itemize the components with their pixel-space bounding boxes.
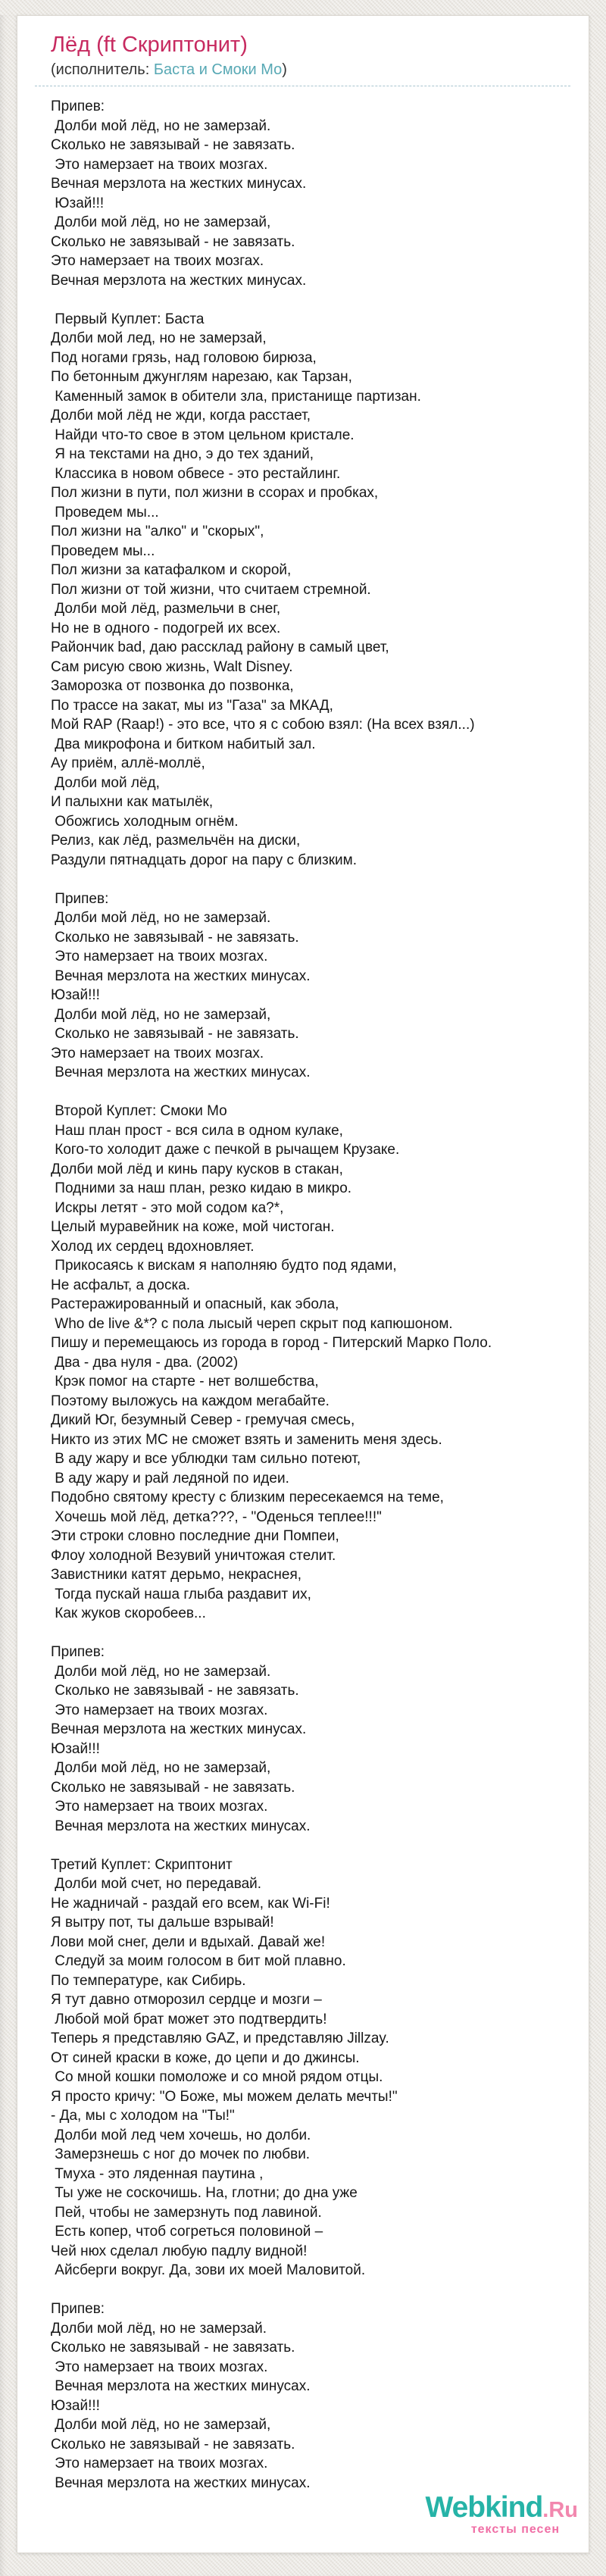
lyric-line: Любой мой брат может это подтвердить! bbox=[51, 2011, 327, 2027]
lyric-line: Хочешь мой лёд, детка???, - "Оденься теплее!!!" bbox=[51, 1508, 382, 1525]
site-logo-tagline: тексты песен bbox=[470, 2523, 560, 2537]
lyric-line: Искры летят - это мой содом ка?*, bbox=[51, 1199, 284, 1216]
lyric-line: Вечная мерзлота на жестких минусах. bbox=[51, 272, 307, 289]
lyric-line: В аду жару и рай ледяной по идеи. bbox=[51, 1470, 289, 1487]
lyric-line: Мой RAP (Raap!) - это все, что я с собою взял: (На всех взял...) bbox=[51, 717, 475, 733]
lyric-line: Вечная мерзлота на жестких минусах. bbox=[51, 2378, 311, 2395]
lyric-line: Сколько не завязывай - не завязать. bbox=[51, 137, 295, 154]
lyric-line: - Да, мы с холодом на "Ты!" bbox=[51, 2108, 235, 2124]
lyric-line: Долби мой лед, но не замерзай, bbox=[51, 330, 267, 347]
lyric-line: Не асфальт, а доска. bbox=[51, 1277, 191, 1293]
lyric-line: Я вытру пот, ты дальше взрывай! bbox=[51, 1915, 274, 1931]
lyric-line: Я тут давно отморозил сердце и мозги – bbox=[51, 1992, 322, 2009]
lyric-line: Холод их сердец вдохновляет. bbox=[51, 1238, 255, 1255]
lyric-line: Эти строки словно последние дни Помпеи, bbox=[51, 1528, 339, 1545]
page-background bbox=[0, 15, 606, 2576]
lyric-line: Долби мой лёд, но не замерзай, bbox=[51, 2417, 271, 2434]
lyric-line: Я просто кричу: "О Боже, мы можем делать мечты!" bbox=[51, 2088, 398, 2105]
lyric-line: Вечная мерзлота на жестких минусах. bbox=[51, 1818, 311, 1834]
lyric-line: Крэк помог на старте - нет волшебства, bbox=[51, 1374, 319, 1390]
lyric-line bbox=[51, 290, 570, 310]
lyric-line: Это намерзает на твоих мозгах. bbox=[51, 253, 264, 270]
artist-link[interactable]: Баста и Смоки Мо bbox=[153, 61, 283, 79]
lyric-line bbox=[51, 1624, 570, 1643]
lyric-line: Вечная мерзлота на жестких минусах. bbox=[51, 2474, 311, 2491]
lyric-line: Пол жизни на "алко" и "скорых", bbox=[51, 524, 264, 540]
lyric-line: Вечная мерзлота на жестких минусах. bbox=[51, 1721, 307, 1738]
site-logo[interactable] bbox=[35, 2493, 578, 2536]
page-title: Лёд (ft Скриптонит) bbox=[51, 33, 248, 57]
lyric-line: Как жуков скоробеев... bbox=[51, 1605, 206, 1622]
lyric-line: Сам рисую свою жизнь, Walt Disney. bbox=[51, 658, 293, 675]
lyric-line: Найди что-то свое в этом цельном кристале. bbox=[51, 427, 355, 443]
lyric-line: Сколько не завязывай - не завязать. bbox=[51, 2340, 295, 2356]
lyric-line: Прикосаясь к вискам я наполняю будто под ядами, bbox=[51, 1258, 397, 1274]
lyric-line: Юзай!!! bbox=[51, 1740, 100, 1757]
lyric-line: Это намерзает на твоих мозгах. bbox=[51, 1799, 268, 1815]
lyric-line: Долби мой лёд, но не замерзай. bbox=[51, 1663, 271, 1680]
lyric-line: Первый Куплет: Баста bbox=[51, 311, 205, 327]
lyric-line: Долби мой лёд и кинь пару кусков в стакан, bbox=[51, 1161, 343, 1177]
lyric-line: Юзай!!! bbox=[51, 987, 100, 1004]
lyric-line: Поэтому выложусь на каждом мегабайте. bbox=[51, 1393, 330, 1409]
lyric-line: Это намерзает на твоих мозгах. bbox=[51, 1045, 264, 1061]
lyric-line: Растеражированный и опасный, как эбола, bbox=[51, 1296, 339, 1313]
lyric-line bbox=[51, 2281, 570, 2300]
lyric-line: Есть копер, чтоб согреться половиной – bbox=[51, 2224, 323, 2240]
lyric-line: Припев: bbox=[51, 98, 105, 115]
lyric-line: Лови мой снег, дели и вдыхай. Давай же! bbox=[51, 1934, 326, 1950]
lyric-line: Пол жизни за катафалком и скорой, bbox=[51, 562, 292, 579]
lyric-line: Заморозка от позвонка до позвонка, bbox=[51, 678, 294, 695]
lyric-line: Припев: bbox=[51, 1644, 105, 1661]
lyric-line: Второй Куплет: Смоки Мо bbox=[51, 1103, 227, 1120]
lyric-line: Пол жизни от той жизни, что считаем стремной. bbox=[51, 581, 371, 598]
lyric-line: Флоу холодной Везувий уничтожая стелит. bbox=[51, 1547, 336, 1564]
lyric-line: Ты уже не соскочишь. На, глотни; до дна уже bbox=[51, 2185, 358, 2202]
lyric-line: Релиз, как лёд, размельчён на диски, bbox=[51, 833, 301, 849]
lyric-line: Дикий Юг, безумный Север - гремучая смесь, bbox=[51, 1412, 355, 1429]
lyric-line: Я на текстами на дно, э до тех зданий, bbox=[51, 446, 314, 463]
lyric-line: Третий Куплет: Скриптонит bbox=[51, 1856, 233, 1873]
lyric-line: Долби мой лёд, но не замерзай. bbox=[51, 910, 271, 927]
lyric-line: Чей нюх сделал любую падлу видной! bbox=[51, 2243, 308, 2259]
lyric-line: Проведем мы... bbox=[51, 504, 159, 521]
lyric-line: Вечная мерзлота на жестких минусах. bbox=[51, 968, 311, 984]
lyric-line: В аду жару и все ублюдки там сильно потеют, bbox=[51, 1451, 361, 1468]
lyric-line: Тогда пускай наша глыба раздавит их, bbox=[51, 1586, 311, 1602]
lyric-line: Долби мой лёд, bbox=[51, 774, 160, 791]
lyric-line: Следуй за моим голосом в бит мой плавно. bbox=[51, 1953, 346, 1970]
lyric-line: Замерзнешь с ног до мочек по любви. bbox=[51, 2146, 311, 2163]
lyric-line: Пишу и перемещаюсь из города в город - Питерский Марко Поло. bbox=[51, 1335, 492, 1352]
lyrics-card bbox=[17, 15, 589, 2553]
lyric-line: Долби мой лёд, размельчи в снег, bbox=[51, 601, 281, 617]
lyric-line: Долби мой лёд, но не замерзай. bbox=[51, 2320, 267, 2337]
lyric-line: Никто из этих МС не сможет взять и заменить меня здесь. bbox=[51, 1431, 442, 1448]
lyric-line: Два - два нуля - два. (2002) bbox=[51, 1354, 239, 1371]
site-logo-suffix: .Ru bbox=[542, 2498, 578, 2523]
lyric-line: Юзай!!! bbox=[51, 2397, 100, 2414]
lyric-line bbox=[51, 1083, 570, 1102]
lyric-line: Раздули пятнадцать дорог на пару с близким. bbox=[51, 852, 357, 868]
site-logo-main: Webkind bbox=[425, 2491, 543, 2524]
lyric-line: Классика в новом обвесе - это рестайлинг. bbox=[51, 465, 341, 482]
lyric-line: Каменный замок в обители зла, пристанище партизан. bbox=[51, 388, 421, 405]
lyric-line: Подними за наш план, резко кидаю в микро. bbox=[51, 1180, 352, 1197]
lyric-line: Долби мой лед чем хочешь, но долби. bbox=[51, 2127, 311, 2143]
lyric-line: Целый муравейник на коже, мой чистоган. bbox=[51, 1219, 335, 1236]
lyric-line: Ау приём, аллё-моллё, bbox=[51, 755, 205, 772]
lyric-line: Сколько не завязывай - не завязать. bbox=[51, 929, 299, 946]
lyric-line: Долби мой лёд, но не замерзай. bbox=[51, 117, 271, 134]
lyric-line: Долби мой лёд, но не замерзай, bbox=[51, 1760, 271, 1777]
lyric-line: Завистники катят дерьмо, некраснея, bbox=[51, 1567, 302, 1583]
lyric-line: Но не в одного - подогрей их всех. bbox=[51, 620, 281, 636]
lyric-line: Пей, чтобы не замерзнуть под лавиной. bbox=[51, 2204, 322, 2221]
artist-close-paren: ) bbox=[282, 61, 287, 79]
lyric-line: Вечная мерзлота на жестких минусах. bbox=[51, 176, 307, 192]
lyric-line: Сколько не завязывай - не завязать. bbox=[51, 1683, 299, 1699]
lyric-line: Припев: bbox=[51, 2301, 105, 2318]
lyric-line: Это намерзает на твоих мозгах. bbox=[51, 2359, 268, 2375]
lyrics-block bbox=[35, 97, 570, 2493]
lyric-line: Пол жизни в пути, пол жизни в ссорах и пробках, bbox=[51, 485, 379, 502]
artist-label: (исполнитель: bbox=[51, 61, 154, 79]
lyric-line: Who de live &*? с пола лысый череп скрыт под капюшоном. bbox=[51, 1315, 453, 1332]
lyric-line: Проведем мы... bbox=[51, 542, 155, 559]
lyric-line: Вечная мерзлота на жестких минусах. bbox=[51, 1064, 311, 1081]
lyric-line: Райончик bad, даю рассклад району в самый цвет, bbox=[51, 639, 389, 656]
lyric-line: По бетонным джунглям нарезаю, как Тарзан, bbox=[51, 369, 352, 386]
lyric-line: Подобно святому кресту с близким пересекаемся на теме, bbox=[51, 1490, 444, 1506]
lyric-line: Айсберги вокруг. Да, зови их моей Маловитой. bbox=[51, 2262, 366, 2279]
lyric-line: Сколько не завязывай - не завязать. bbox=[51, 233, 295, 250]
lyric-line: Кого-то холодит даже с печкой в рычащем Крузаке. bbox=[51, 1142, 400, 1158]
lyric-line: Это намерзает на твоих мозгах. bbox=[51, 949, 268, 965]
lyric-line: По температуре, как Сибирь. bbox=[51, 1972, 246, 1989]
lyric-line: Сколько не завязывай - не завязать. bbox=[51, 1026, 299, 1043]
lyric-line: Припев: bbox=[51, 890, 109, 907]
lyric-line: Это намерзает на твоих мозгах. bbox=[51, 1702, 268, 1718]
lyric-line: Тмуха - это ляденная паутина , bbox=[51, 2165, 264, 2182]
artist-line bbox=[35, 61, 570, 86]
lyric-line: Долби мой лёд, но не замерзай, bbox=[51, 1006, 271, 1023]
lyric-line: Два микрофона и битком набитый зал. bbox=[51, 736, 316, 752]
lyric-line: По трассе на закат, мы из "Газа" за МКАД, bbox=[51, 697, 333, 714]
lyric-line: Это намерзает на твоих мозгах. bbox=[51, 156, 268, 173]
lyric-line bbox=[51, 1836, 570, 1855]
lyric-line: Теперь я представляю GAZ, и представляю Jillzay. bbox=[51, 2030, 389, 2047]
lyric-line: От синей краски в коже, до цепи и до джинсы. bbox=[51, 2049, 360, 2066]
lyric-line bbox=[51, 870, 570, 889]
lyric-line: Под ногами грязь, над головою бирюза, bbox=[51, 349, 317, 366]
lyric-line: Юзай!!! bbox=[51, 195, 105, 211]
lyric-line: Со мной кошки помоложе и со мной рядом отцы. bbox=[51, 2069, 383, 2086]
lyric-line: Долби мой лёд, но не замерзай, bbox=[51, 214, 271, 231]
lyric-line: Это намерзает на твоих мозгах. bbox=[51, 2456, 268, 2472]
lyric-line: Наш план прост - вся сила в одном кулаке, bbox=[51, 1122, 343, 1139]
lyric-line: Долби мой счет, но передавай. bbox=[51, 1876, 262, 1893]
lyric-line: Обожгись холодным огнём. bbox=[51, 813, 239, 830]
lyric-line: Сколько не завязывай - не завязать. bbox=[51, 1779, 295, 1796]
lyric-line: Долби мой лёд не жди, когда расстает, bbox=[51, 408, 311, 424]
lyric-line: Не жадничай - раздай его всем, как Wi-Fi! bbox=[51, 1895, 330, 1912]
lyric-line: Сколько не завязывай - не завязать. bbox=[51, 2436, 295, 2453]
lyric-line: И палыхни как матылёк, bbox=[51, 794, 214, 811]
